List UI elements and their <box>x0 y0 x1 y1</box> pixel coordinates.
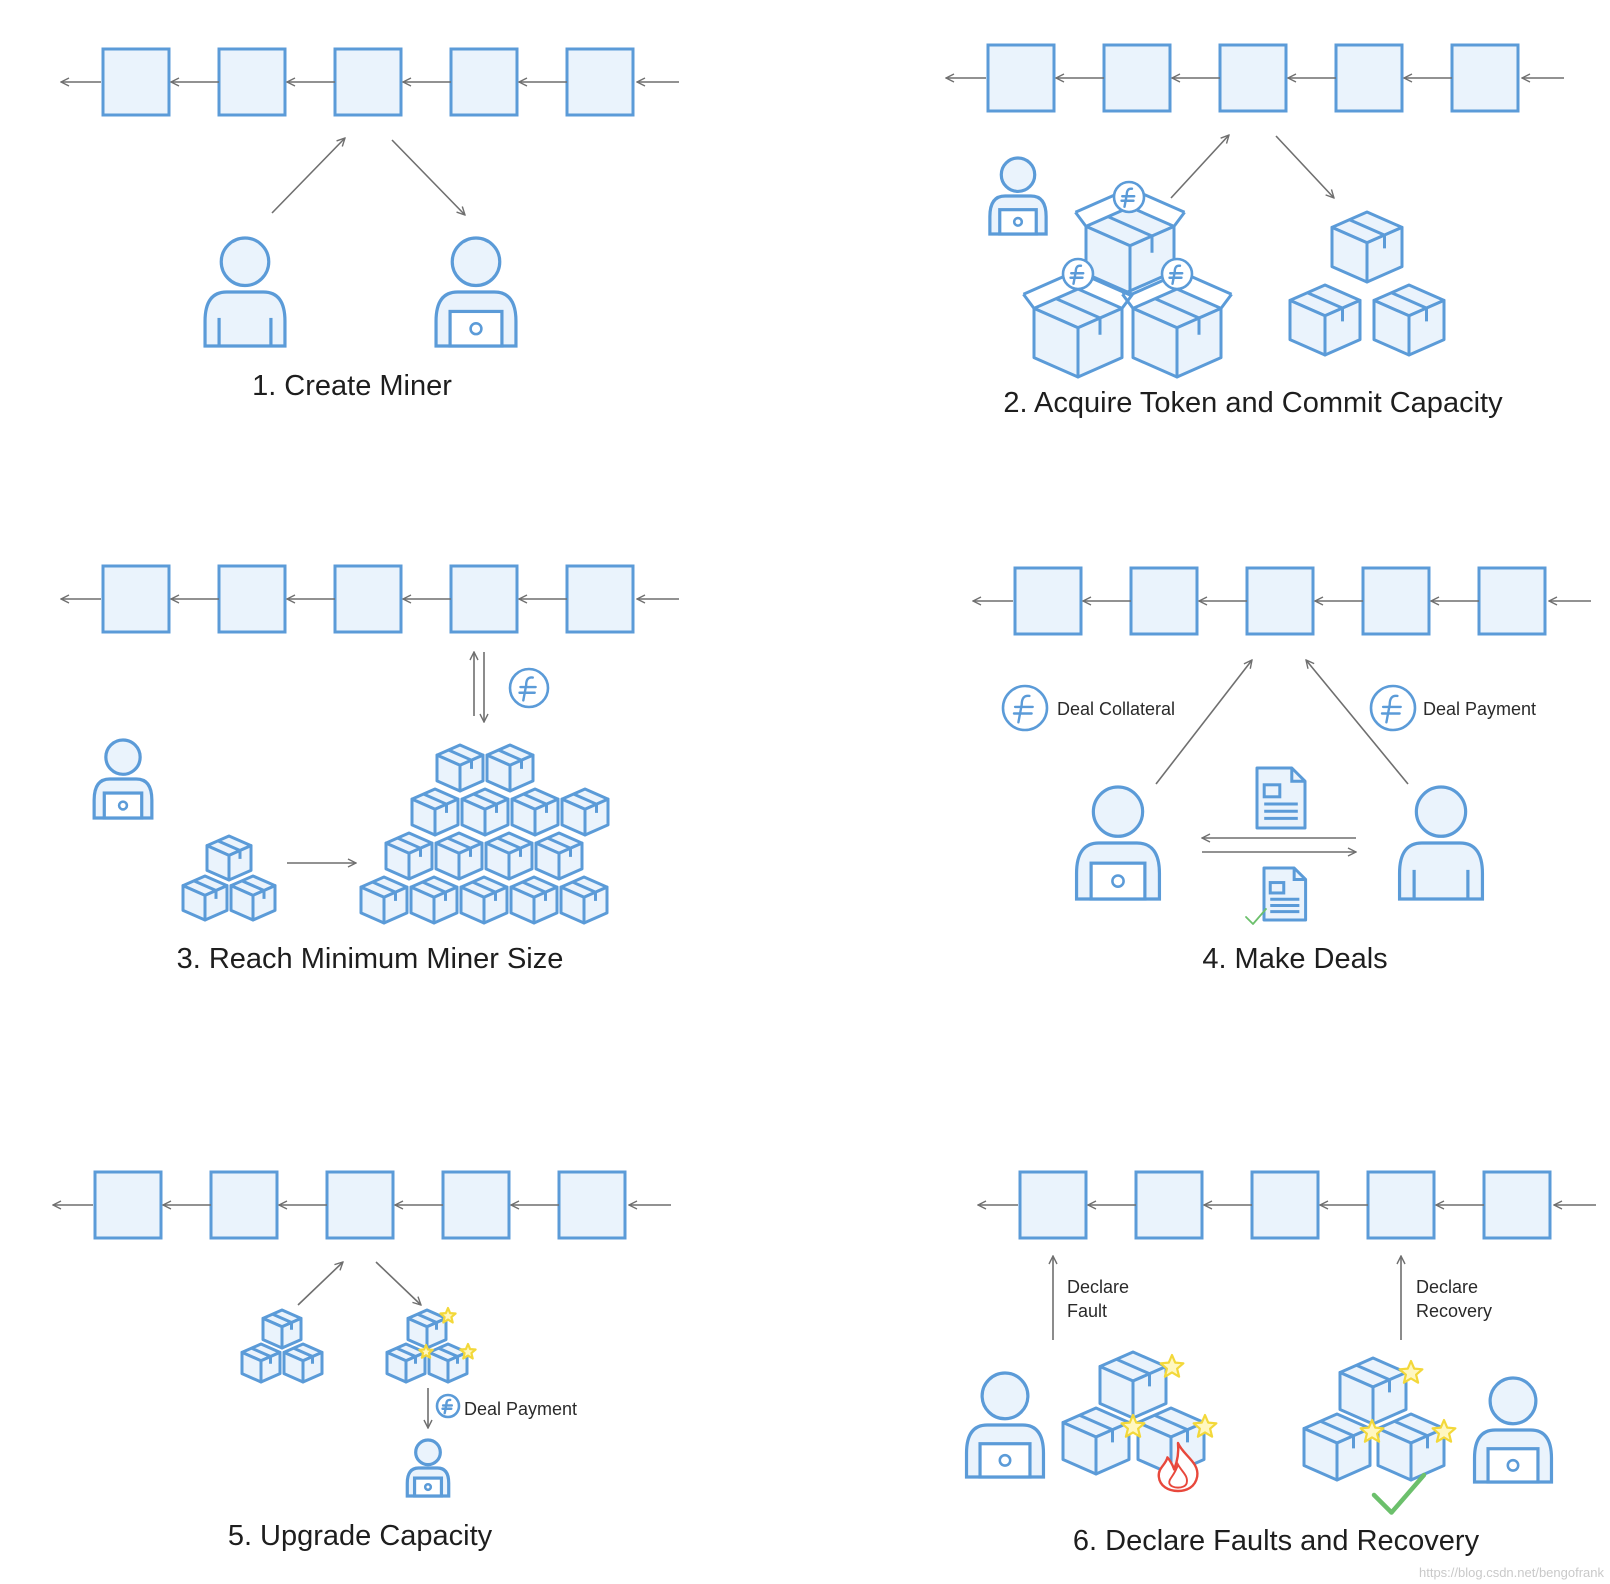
laptop-icon <box>104 793 141 818</box>
box-icon <box>183 876 227 920</box>
chain-block <box>211 1172 277 1238</box>
arrow-to-chain <box>1171 135 1229 198</box>
filecoin-token-icon <box>510 669 548 707</box>
filecoin-token-icon <box>1162 259 1192 289</box>
box-icon <box>1100 1352 1166 1418</box>
person-head <box>221 238 269 286</box>
chain-block <box>567 566 633 632</box>
box-icon <box>486 833 532 879</box>
chain-block <box>567 49 633 115</box>
laptop-icon <box>1488 1449 1538 1482</box>
filecoin-token-icon <box>1063 259 1093 289</box>
chain-1 <box>61 49 679 115</box>
panel-3-title: 3. Reach Minimum Miner Size <box>176 943 564 975</box>
person-body <box>1400 843 1483 899</box>
box-icon <box>1374 285 1444 355</box>
deal-collateral-label: Deal Collateral <box>1057 699 1176 719</box>
box-icon <box>436 833 482 879</box>
box-icon <box>561 877 607 923</box>
box-icon <box>1332 212 1402 282</box>
declare-fault-label-line2: Fault <box>1067 1301 1108 1321</box>
miner-person-icon <box>94 740 152 818</box>
chain-6 <box>978 1172 1596 1238</box>
chain-block <box>1220 45 1286 111</box>
arrow-to-chain <box>272 138 345 213</box>
box-icon <box>511 877 557 923</box>
chain-block <box>103 566 169 632</box>
laptop-icon <box>450 311 502 346</box>
upgrade-deal-payment-label: Deal Payment <box>464 1399 578 1419</box>
box-icon <box>386 833 432 879</box>
chain-block <box>1368 1172 1434 1238</box>
chain-block <box>95 1172 161 1238</box>
laptop-icon <box>415 1478 442 1496</box>
miner-person-icon <box>990 158 1046 234</box>
box-icon <box>231 876 275 920</box>
arrow-from-chain <box>376 1262 421 1305</box>
box-icon <box>408 1310 446 1348</box>
miner-person-icon <box>1077 787 1160 899</box>
box-icon <box>487 745 533 791</box>
filecoin-token-icon <box>437 1395 459 1417</box>
chain-block <box>1484 1172 1550 1238</box>
box-icon <box>512 789 558 835</box>
chain-block <box>451 49 517 115</box>
declare-recovery-label-line2: Recovery <box>1416 1301 1493 1321</box>
person-body <box>205 292 285 346</box>
box-icon <box>536 833 582 879</box>
chain-block <box>559 1172 625 1238</box>
chain-block <box>1336 45 1402 111</box>
box-icon <box>1304 1414 1370 1480</box>
filecoin-token-icon <box>1371 686 1415 730</box>
arrow-from-chain <box>1276 136 1334 198</box>
panel-4-title: 4. Make Deals <box>1202 943 1388 975</box>
chain-block <box>1452 45 1518 111</box>
panel-6-title: 6. Declare Faults and Recovery <box>1072 1525 1480 1557</box>
chain-block <box>451 566 517 632</box>
box-icon <box>412 789 458 835</box>
person-head <box>1416 787 1465 836</box>
panel-1-title: 1. Create Miner <box>252 370 452 402</box>
person-icon <box>205 238 285 346</box>
box-icon <box>207 836 251 880</box>
deal-payment-label: Deal Payment <box>1423 699 1537 719</box>
chain-block <box>335 49 401 115</box>
filecoin-token-icon <box>1114 182 1144 212</box>
chain-block <box>1131 568 1197 634</box>
person-head <box>106 740 140 774</box>
arrow-collateral <box>1156 660 1252 784</box>
box-icon <box>1290 285 1360 355</box>
miner-person-icon <box>967 1373 1044 1477</box>
chain-block <box>988 45 1054 111</box>
chain-4 <box>973 568 1591 634</box>
box-icon <box>461 877 507 923</box>
person-icon <box>1400 787 1483 899</box>
chain-block <box>219 566 285 632</box>
person-head <box>1001 158 1034 191</box>
box-icon <box>284 1344 322 1382</box>
arrow-from-chain <box>392 140 465 215</box>
arrow-to-chain <box>298 1262 343 1305</box>
chain-block <box>1020 1172 1086 1238</box>
chain-block <box>1104 45 1170 111</box>
watermark: https://blog.csdn.net/bengofrank <box>1418 1565 1604 1580</box>
chain-block <box>443 1172 509 1238</box>
chain-block <box>1015 568 1081 634</box>
box-icon <box>361 877 407 923</box>
panel-2-title: 2. Acquire Token and Commit Capacity <box>1003 387 1503 419</box>
miner-person-icon <box>436 238 516 346</box>
laptop-icon <box>1091 863 1145 899</box>
panel-5-title: 5. Upgrade Capacity <box>227 1520 493 1552</box>
deal-proposal-doc <box>1257 768 1305 828</box>
box-icon <box>242 1344 280 1382</box>
person-head <box>416 1440 441 1465</box>
box-icon <box>437 745 483 791</box>
declare-fault-label-line1: Declare <box>1067 1277 1130 1297</box>
person-head <box>1093 787 1142 836</box>
laptop-icon <box>1000 210 1036 234</box>
person-head <box>982 1373 1028 1419</box>
box-icon <box>411 877 457 923</box>
chain-block <box>1136 1172 1202 1238</box>
chain-5 <box>53 1172 671 1238</box>
box-icon <box>562 789 608 835</box>
chain-block <box>1252 1172 1318 1238</box>
miner-person-icon <box>407 1440 448 1496</box>
chain-2 <box>946 45 1564 111</box>
chain-block <box>1363 568 1429 634</box>
person-head <box>452 238 500 286</box>
chain-block <box>327 1172 393 1238</box>
box-icon <box>1340 1358 1406 1424</box>
declare-recovery-label-line1: Declare <box>1416 1277 1479 1297</box>
box-icon <box>462 789 508 835</box>
chain-block <box>1247 568 1313 634</box>
box-icon <box>1378 1414 1444 1480</box>
check-icon <box>1374 1475 1424 1513</box>
filecoin-token-icon <box>1003 686 1047 730</box>
person-head <box>1490 1378 1536 1424</box>
actors-and-storage <box>94 135 1551 1513</box>
chain-3 <box>61 566 679 632</box>
chain-block <box>219 49 285 115</box>
chain-block <box>1479 568 1545 634</box>
laptop-icon <box>980 1444 1030 1477</box>
box-icon <box>1063 1408 1129 1474</box>
box-icon <box>263 1310 301 1348</box>
miner-person-icon <box>1475 1378 1552 1482</box>
chain-block <box>103 49 169 115</box>
chain-block <box>335 566 401 632</box>
signed-deal-doc <box>1264 868 1306 920</box>
check-mark <box>1374 1475 1424 1513</box>
